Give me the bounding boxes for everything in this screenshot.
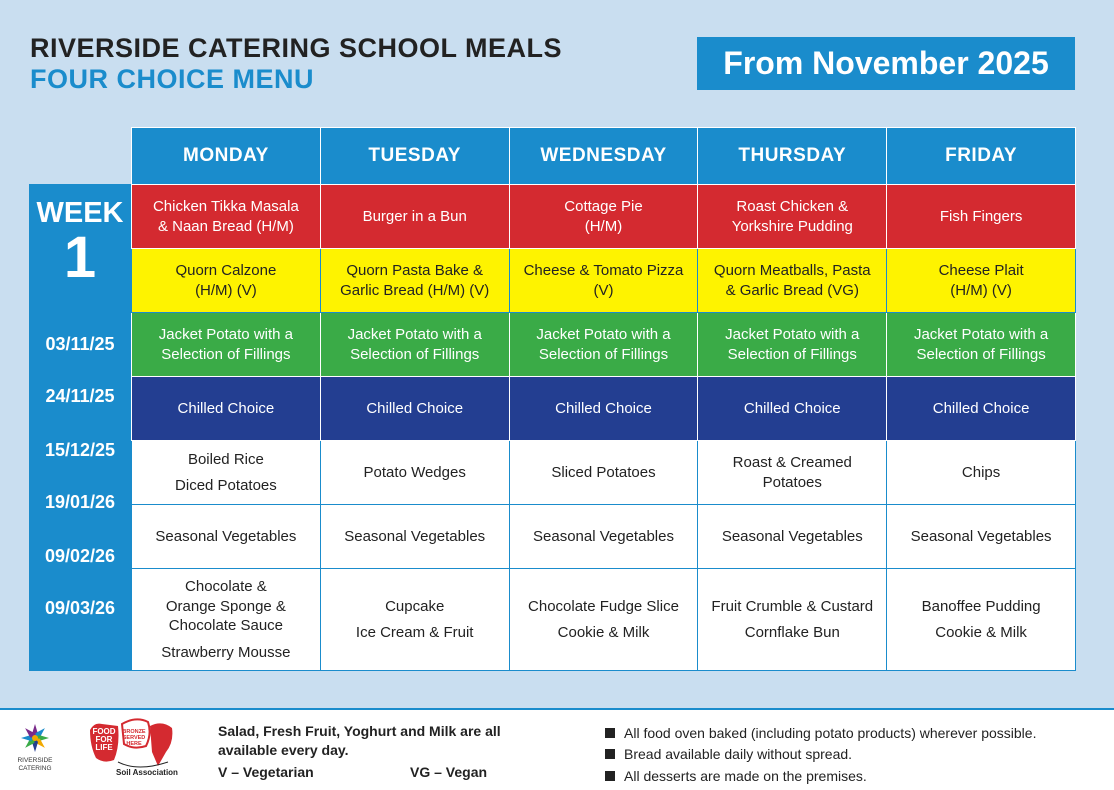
- menu-item-text: Chocolate &: [185, 578, 267, 595]
- menu-cell: [509, 313, 698, 377]
- menu-row: [132, 377, 1076, 441]
- menu-cell: [132, 377, 321, 441]
- menu-item-text: Jacket Potato with a: [725, 326, 860, 343]
- menu-cell: [132, 249, 321, 313]
- menu-item-text: Quorn Pasta Bake &: [346, 262, 484, 279]
- note-item: [605, 765, 1100, 787]
- menu-item-text: Fruit Crumble & Custard: [711, 597, 874, 615]
- menu-item-text: Chocolate Fudge Slice: [528, 597, 679, 615]
- menu-item-text: Yorkshire Pudding: [731, 217, 853, 235]
- menu-item-text: Selection of Fillings: [350, 345, 480, 363]
- week-column: [29, 184, 131, 671]
- menu-item-text: Chicken Tikka Masala: [152, 198, 299, 215]
- day-header: MONDAY: [132, 128, 321, 185]
- menu-cell: [509, 441, 698, 505]
- menu-cell: [320, 569, 509, 671]
- date-banner: From November 2025: [697, 37, 1075, 90]
- menu-item-text: Chocolate Sauce: [168, 617, 284, 634]
- page-title: RIVERSIDE CATERING SCHOOL MEALS: [30, 33, 563, 63]
- footer-divider: [0, 708, 1114, 710]
- menu-item-text: Cupcake: [385, 597, 445, 615]
- week-date: 24/11/25: [45, 386, 115, 406]
- menu-row: [132, 185, 1076, 249]
- menu-item-text: Jacket Potato with a: [347, 326, 482, 343]
- square-bullet-icon: [605, 728, 615, 738]
- menu-item-text: Cheese & Tomato Pizza: [523, 262, 684, 279]
- menu-item-text: Garlic Bread (H/M) (V): [340, 281, 490, 299]
- menu-cell: [132, 441, 321, 505]
- menu-cell: [320, 377, 509, 441]
- menu-item-text: (H/M) (V): [195, 281, 257, 299]
- menu-item-text: (V): [593, 281, 614, 299]
- menu-item-text: Selection of Fillings: [161, 345, 291, 363]
- vegetarian-key: V – Vegetarian: [218, 764, 314, 780]
- menu-item-text: Potatoes: [762, 473, 822, 491]
- menu-row: [132, 249, 1076, 313]
- day-header: WEDNESDAY: [509, 128, 698, 185]
- menu-item-text: Cottage Pie: [564, 198, 643, 215]
- menu-cell: [698, 441, 887, 505]
- menu-item-text: Selection of Fillings: [916, 345, 1046, 363]
- menu-item-text: (H/M): [584, 217, 623, 235]
- menu-item-text: Strawberry Mousse: [161, 643, 291, 661]
- menu-item-text: Ice Cream & Fruit: [355, 624, 474, 641]
- menu-item-text: Seasonal Vegetables: [155, 527, 297, 545]
- menu-item-text: Roast Chicken &: [736, 198, 849, 215]
- menu-row: [132, 569, 1076, 671]
- note-text: All food oven baked (including potato products) wherever possible.: [624, 724, 1037, 741]
- menu-row: [132, 441, 1076, 505]
- menu-item-text: Seasonal Vegetables: [344, 527, 486, 545]
- menu-cell: [509, 377, 698, 441]
- week-date: 03/11/25: [45, 334, 115, 354]
- menu-cell: [509, 569, 698, 671]
- menu-item-text: Burger in a Bun: [362, 207, 467, 225]
- menu-cell: [132, 185, 321, 249]
- menu-item-text: Jacket Potato with a: [158, 326, 294, 343]
- note-item: [605, 722, 1100, 744]
- menu-cell: [698, 569, 887, 671]
- riverside-logo-text: RIVERSIDE CATERING: [17, 757, 53, 772]
- menu-cell: [698, 185, 887, 249]
- week-label: WEEK: [36, 197, 124, 229]
- square-bullet-icon: [605, 749, 615, 759]
- menu-item-text: Fish Fingers: [939, 207, 1023, 225]
- menu-cell: [887, 313, 1076, 377]
- menu-cell: [320, 505, 509, 569]
- menu-item-text: Chilled Choice: [743, 399, 841, 417]
- menu-item-text: Jacket Potato with a: [913, 326, 1049, 343]
- menu-item-text: Cookie & Milk: [935, 624, 1027, 641]
- menu-item-text: Seasonal Vegetables: [721, 527, 863, 545]
- menu-cell: [887, 377, 1076, 441]
- menu-item-text: Selection of Fillings: [538, 345, 669, 363]
- menu-item-text: & Naan Bread (H/M): [157, 217, 294, 235]
- menu-item-text: Sliced Potatoes: [551, 463, 656, 481]
- menu-cell: [887, 249, 1076, 313]
- menu-item-text: Cheese Plait: [938, 262, 1024, 279]
- menu-cell: [320, 313, 509, 377]
- menu-item-text: Quorn Calzone: [175, 262, 277, 279]
- food-for-life-logo: [88, 716, 178, 782]
- menu-cell: [887, 185, 1076, 249]
- menu-cell: [132, 569, 321, 671]
- menu-item-text: Seasonal Vegetables: [910, 527, 1052, 545]
- menu-item-text: Chilled Choice: [177, 399, 275, 417]
- food-for-life-label: FOOD FOR LIFE: [92, 727, 116, 752]
- vegan-key: VG – Vegan: [410, 764, 488, 780]
- riverside-flower-icon: [12, 720, 58, 756]
- menu-item-text: Diced Potatoes: [175, 477, 277, 494]
- day-header: TUESDAY: [320, 128, 509, 185]
- menu-item-text: Banoffee Pudding: [921, 597, 1041, 615]
- menu-item-text: Seasonal Vegetables: [533, 527, 674, 545]
- menu-cell: [698, 249, 887, 313]
- menu-item-text: (H/M) (V): [950, 281, 1012, 299]
- note-text: All desserts are made on the premises.: [624, 767, 867, 784]
- menu-item-text: Jacket Potato with a: [536, 326, 671, 343]
- day-header-row: [132, 128, 1076, 185]
- menu-item-text: Cookie & Milk: [557, 624, 650, 641]
- availability-note: Salad, Fresh Fruit, Yoghurt and Milk are all available every day.: [218, 723, 501, 758]
- menu-item-text: Chilled Choice: [932, 399, 1030, 417]
- menu-row: [132, 313, 1076, 377]
- menu-item-text: Cornflake Bun: [744, 624, 840, 641]
- menu-cell: [887, 569, 1076, 671]
- menu-cell: [320, 441, 509, 505]
- menu-item-text: Chilled Choice: [555, 399, 652, 417]
- square-bullet-icon: [605, 771, 615, 781]
- food-for-life-award: BRONZE SERVED HERE: [122, 729, 146, 747]
- week-number: 1: [63, 225, 97, 290]
- week-date: 09/02/26: [44, 546, 116, 566]
- notes-list: [605, 722, 1100, 787]
- menu-cell: [698, 505, 887, 569]
- menu-item-text: Roast & Creamed: [732, 454, 852, 471]
- note-item: [605, 744, 1100, 766]
- menu-cell: [509, 185, 698, 249]
- menu-item-text: & Garlic Bread (VG): [725, 281, 859, 299]
- menu-cell: [132, 505, 321, 569]
- menu-cell: [132, 313, 321, 377]
- menu-item-text: Selection of Fillings: [727, 345, 857, 363]
- riverside-catering-logo: [12, 720, 58, 778]
- menu-item-text: Orange Sponge &: [165, 597, 286, 615]
- menu-row: [132, 505, 1076, 569]
- menu-cell: [887, 505, 1076, 569]
- menu-cell: [698, 377, 887, 441]
- menu-item-text: Boiled Rice: [187, 450, 264, 468]
- menu-body: [132, 185, 1076, 671]
- menu-cell: [320, 249, 509, 313]
- menu-item-text: Potato Wedges: [363, 463, 466, 481]
- menu-cell: [509, 505, 698, 569]
- week-date: 19/01/26: [44, 492, 116, 512]
- menu-item-text: Quorn Meatballs, Pasta: [713, 262, 871, 279]
- soil-association-label: Soil Association: [116, 768, 178, 777]
- menu-item-text: Chips: [961, 463, 1001, 481]
- menu-item-text: Chilled Choice: [366, 399, 464, 417]
- day-header: FRIDAY: [887, 128, 1076, 185]
- menu-cell: [887, 441, 1076, 505]
- menu-cell: [509, 249, 698, 313]
- menu-cell: [320, 185, 509, 249]
- week-date: 09/03/26: [44, 598, 116, 618]
- menu-table: [131, 127, 1076, 671]
- menu-cell: [698, 313, 887, 377]
- week-date: 15/12/25: [44, 440, 116, 460]
- page-subtitle: FOUR CHOICE MENU: [30, 64, 314, 94]
- note-text: Bread available daily without spread.: [624, 746, 853, 763]
- day-header: THURSDAY: [698, 128, 887, 185]
